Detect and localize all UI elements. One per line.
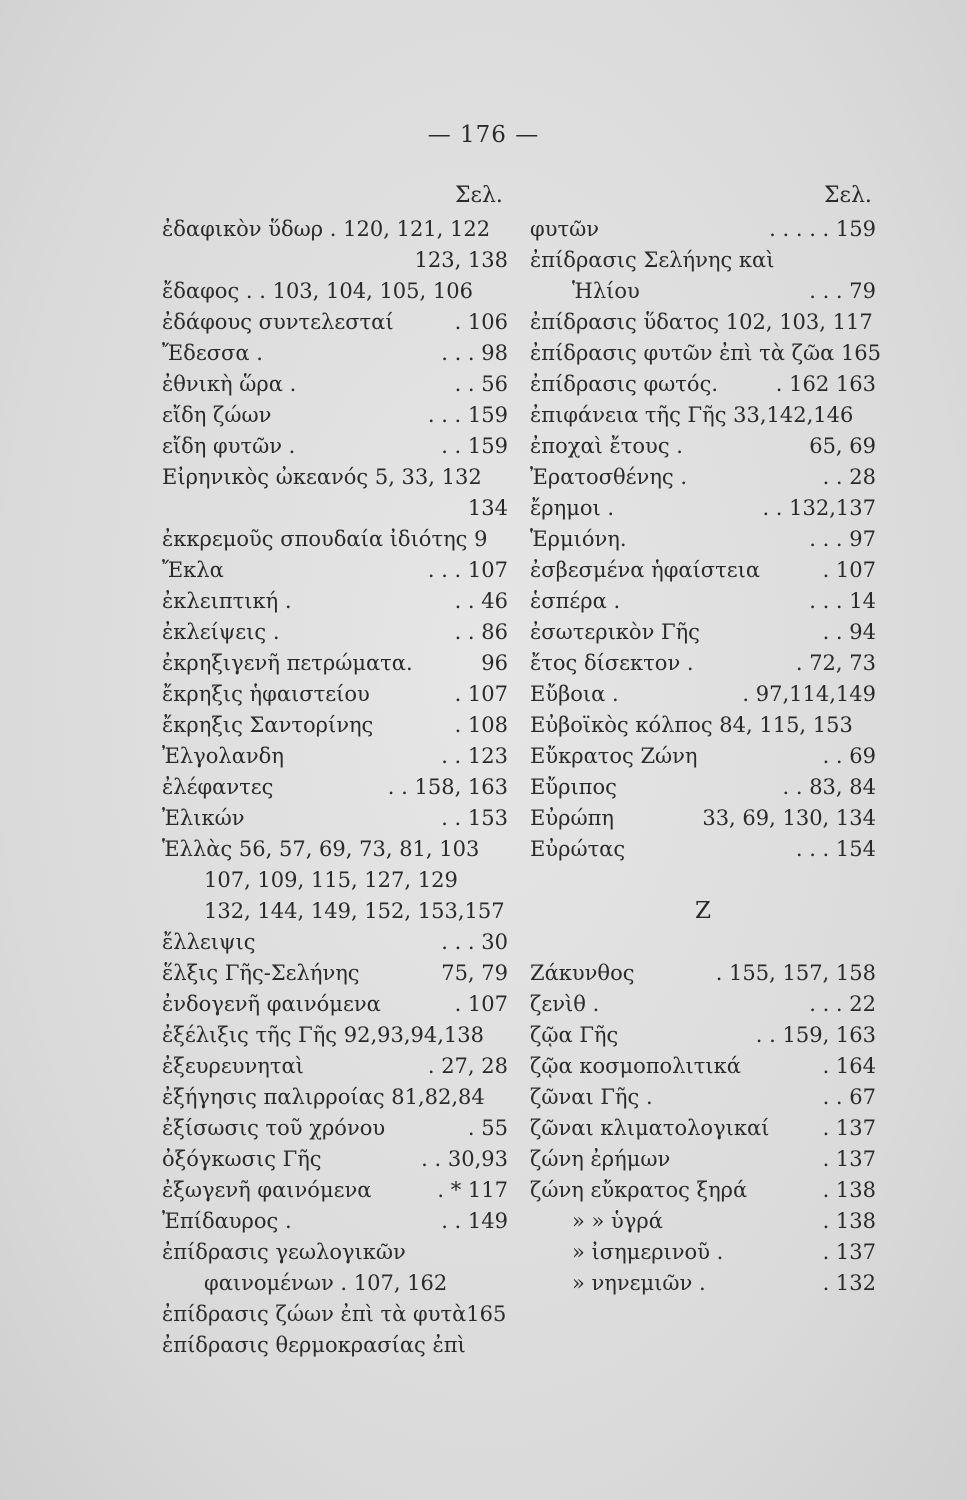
index-pages: . . 123 [441, 744, 508, 768]
index-term: ἐσβεσμένα ἡφαίστεια [530, 558, 761, 582]
index-pages: . . 83, 84 [782, 775, 876, 799]
index-entry [162, 710, 508, 741]
index-pages: 134 [467, 496, 508, 520]
index-entry [162, 586, 508, 617]
index-entry [530, 1175, 876, 1206]
index-entry [530, 648, 876, 679]
index-entry [162, 741, 508, 772]
index-entry [162, 245, 508, 276]
index-entry [162, 958, 508, 989]
index-pages: . 137 [822, 1116, 876, 1140]
index-term: Εὔβοια . [530, 682, 619, 706]
index-term: Εὐβοϊκὸς κόλπος 84, 115, 153 [530, 713, 853, 737]
index-pages: . 137 [822, 1240, 876, 1264]
left-index-column [162, 214, 508, 1361]
index-term: ἐξωγενῆ φαινόμενα [162, 1178, 372, 1202]
index-term: Ζάκυνθος [530, 961, 635, 985]
index-pages: . . . 14 [809, 589, 876, 613]
index-entry [162, 431, 508, 462]
index-entry [530, 338, 882, 369]
index-entry [530, 400, 876, 431]
index-term: Ἐλικών [162, 806, 245, 830]
index-term: ζῶναι Γῆς . [530, 1085, 653, 1109]
index-term: ἐπίδρασις θερμοκρασίας ἐπὶ [162, 1333, 466, 1357]
index-term: ἐπιφάνεια τῆς Γῆς 33,142,146 [530, 403, 854, 427]
index-entry [162, 1206, 508, 1237]
index-term: ἐλέφαντες [162, 775, 274, 799]
index-entry [162, 803, 508, 834]
index-pages: . 107 [822, 558, 876, 582]
index-pages: . . 153 [441, 806, 508, 830]
index-pages: . 27, 28 [427, 1054, 508, 1078]
index-term: Ἔδεσσα . [162, 341, 263, 365]
index-term: ἐπίδρασις γεωλογικῶν [162, 1240, 406, 1264]
index-term: ἐξέλιξις τῆς Γῆς 92,93,94,138 [162, 1023, 484, 1047]
index-pages: . . . 98 [441, 341, 508, 365]
index-pages: . 132 [822, 1271, 876, 1295]
index-pages: 33, 69, 130, 134 [702, 806, 876, 830]
index-entry [530, 369, 876, 400]
index-pages: . 164 [822, 1054, 876, 1078]
index-pages: 123, 138 [414, 248, 508, 272]
index-entry [162, 524, 508, 555]
index-pages: . 107 [454, 682, 508, 706]
index-pages: . 106 [454, 310, 508, 334]
index-term: ἐδάφους συντελεσταί [162, 310, 394, 334]
index-term: ἑσπέρα . [530, 589, 621, 613]
index-term: εἴδη ζώων [162, 403, 272, 427]
index-term: Ἐπίδαυρος . [162, 1209, 292, 1233]
index-term: » νηνεμιῶν . [572, 1271, 706, 1295]
index-term: ζῷα κοσμοπολιτικά [530, 1054, 741, 1078]
index-term: Ἑρμιόνη. [530, 527, 627, 551]
index-entry [530, 586, 876, 617]
index-term: ζώνη ἐρήμων [530, 1147, 671, 1171]
index-term: ἐκκρεμοῦς σπουδαία ἰδιότης 9 [162, 527, 488, 551]
index-pages: 65, 69 [809, 434, 876, 458]
index-entry [530, 710, 876, 741]
index-entry [162, 989, 508, 1020]
index-term: ἔτος δίσεκτον . [530, 651, 694, 675]
index-entry [162, 1299, 508, 1330]
index-term: ἐκλείψεις . [162, 620, 280, 644]
index-pages: 75, 79 [441, 961, 508, 985]
index-term: Ἑλλὰς 56, 57, 69, 73, 81, 103 [162, 837, 480, 861]
index-entry [162, 307, 508, 338]
index-pages: . . . 30 [441, 930, 508, 954]
index-term: ζῷα Γῆς [530, 1023, 619, 1047]
index-pages: . 72, 73 [795, 651, 876, 675]
index-entry [162, 214, 508, 245]
index-term: ἔλλειψις [162, 930, 256, 954]
index-pages: . . 158, 163 [387, 775, 508, 799]
index-entry [530, 989, 876, 1020]
index-pages: . . 30,93 [421, 1147, 508, 1171]
index-term: ἕλξις Γῆς-Σελήνης [162, 961, 360, 985]
index-pages: . . 56 [454, 372, 508, 396]
index-term: ἔκρηξις Σαντορίνης [162, 713, 374, 737]
index-pages: . 138 [822, 1178, 876, 1202]
index-term: ἐκρηξιγενῆ πετρώματα. [162, 651, 413, 675]
index-term: 132, 144, 149, 152, 153,157 [204, 899, 505, 923]
index-entry [162, 865, 508, 896]
index-entry [530, 1144, 876, 1175]
index-entry [530, 741, 876, 772]
column-header-left: Σελ. [455, 183, 503, 208]
index-term: ζώνη εὔκρατος ξηρά [530, 1178, 748, 1202]
index-pages: . . 46 [454, 589, 508, 613]
index-term: ἔρημοι . [530, 496, 615, 520]
index-entry [530, 1113, 876, 1144]
index-entry [530, 1237, 876, 1268]
index-pages: . 137 [822, 1147, 876, 1171]
index-entry [530, 245, 876, 276]
index-entry [162, 1144, 508, 1175]
index-term: Ἡλίου [572, 279, 640, 303]
index-pages: . . . 97 [809, 527, 876, 551]
index-pages: . . 28 [822, 465, 876, 489]
index-term: Εὔριπος [530, 775, 617, 799]
index-pages: . 55 [467, 1116, 508, 1140]
index-pages: . . . 107 [427, 558, 508, 582]
index-entry [162, 896, 508, 927]
index-pages: . . . 159 [427, 403, 508, 427]
index-pages: . 108 [454, 713, 508, 737]
index-entry [530, 307, 876, 338]
index-entry [530, 524, 876, 555]
index-term: ὀξόγκωσις Γῆς [162, 1147, 322, 1171]
index-entry [162, 1268, 508, 1299]
index-term: ἐπίδρασις Σελήνης καὶ [530, 248, 775, 272]
right-index-column [530, 214, 882, 1299]
index-term: Εἰρηνικὸς ὠκεανός 5, 33, 132 [162, 465, 482, 489]
index-term: ζῶναι κλιματολογικαί [530, 1116, 770, 1140]
index-entry [530, 276, 876, 307]
index-pages: . . . . . 159 [769, 217, 876, 241]
index-pages: . . 149 [441, 1209, 508, 1233]
index-entry [162, 1020, 508, 1051]
index-entry [162, 462, 508, 493]
index-entry [530, 679, 876, 710]
index-entry [162, 834, 508, 865]
index-entry [530, 431, 876, 462]
index-entry [162, 369, 508, 400]
page-number: — 176 — [427, 122, 540, 148]
index-pages: . . 94 [822, 620, 876, 644]
column-header-right: Σελ. [824, 183, 872, 208]
index-entry [162, 493, 508, 524]
index-term: ζενὶθ . [530, 992, 600, 1016]
index-entry [530, 834, 876, 865]
index-pages: . * 117 [437, 1178, 508, 1202]
index-term: φαινομένων . 107, 162 [204, 1271, 448, 1295]
index-pages: . . 67 [822, 1085, 876, 1109]
index-term: Εὔκρατος Ζώνη [530, 744, 698, 768]
index-term: ἐποχαὶ ἔτους . [530, 434, 683, 458]
index-pages: 96 [481, 651, 508, 675]
index-entry [530, 1268, 876, 1299]
index-entry [162, 276, 508, 307]
index-entry [530, 1206, 876, 1237]
index-entry [530, 555, 876, 586]
index-entry [162, 1330, 508, 1361]
index-term: ἐπίδρασις φυτῶν ἐπὶ τὰ ζῶα 165 [530, 341, 882, 365]
index-pages: . . . 79 [809, 279, 876, 303]
index-term: Εὐρώτας [530, 837, 626, 861]
index-term: ἐξευρευνηταὶ [162, 1054, 304, 1078]
index-entry [530, 1051, 876, 1082]
index-entry [530, 462, 876, 493]
index-pages: . . 159 [441, 434, 508, 458]
index-entry [162, 555, 508, 586]
index-pages: . . . 22 [809, 992, 876, 1016]
index-term: ἐπίδρασις φωτός. [530, 372, 719, 396]
index-pages: . . 132,137 [762, 496, 876, 520]
index-term: ἐπίδρασις ζώων ἐπὶ τὰ φυτὰ165 [162, 1302, 507, 1326]
index-term: ἐξίσωσις τοῦ χρόνου [162, 1116, 386, 1140]
index-entry [162, 679, 508, 710]
index-entry [530, 1020, 876, 1051]
index-entry [162, 338, 508, 369]
index-entry [162, 1237, 508, 1268]
index-term: ἐξήγησις παλιρροίας 81,82,84 [162, 1085, 485, 1109]
index-term: Ἐρατοσθένης . [530, 465, 688, 489]
index-entry [530, 772, 876, 803]
index-entry [162, 1082, 508, 1113]
index-entry [530, 617, 876, 648]
index-term: ἐπίδρασις ὕδατος 102, 103, 117 [530, 310, 873, 334]
index-entry [530, 493, 876, 524]
index-entry [162, 1175, 508, 1206]
index-pages: . 162 163 [775, 372, 876, 396]
index-term: ἔκρηξις ἡφαιστείου [162, 682, 370, 706]
index-entry [162, 927, 508, 958]
index-term: Εὐρώπη [530, 806, 614, 830]
index-term: εἴδη φυτῶν . [162, 434, 296, 458]
index-entry [162, 648, 508, 679]
index-term: Ἐλγολανδη [162, 744, 284, 768]
index-entry [530, 1082, 876, 1113]
index-entry [530, 958, 876, 989]
index-term: 107, 109, 115, 127, 129 [204, 868, 458, 892]
index-entry [162, 1113, 508, 1144]
index-pages: . . 69 [822, 744, 876, 768]
index-pages: . 97,114,149 [742, 682, 876, 706]
index-entry [530, 803, 876, 834]
index-pages: . . 86 [454, 620, 508, 644]
index-pages: . . 159, 163 [755, 1023, 876, 1047]
index-entry [162, 1051, 508, 1082]
index-term: ἐνδογενῆ φαινόμενα [162, 992, 381, 1016]
section-letter: Ζ [695, 898, 711, 924]
index-term: Ἔκλα [162, 558, 224, 582]
index-pages: . 107 [454, 992, 508, 1016]
index-term: ἐκλειπτική . [162, 589, 292, 613]
index-pages: . 138 [822, 1209, 876, 1233]
index-entry [530, 214, 876, 245]
index-entry [162, 400, 508, 431]
index-term: ἐσωτερικὸν Γῆς [530, 620, 700, 644]
index-term: φυτῶν [530, 217, 599, 241]
index-entry [162, 617, 508, 648]
index-pages: . . . 154 [795, 837, 876, 861]
index-term: ἐθνικὴ ὥρα . [162, 372, 297, 396]
index-entry [162, 772, 508, 803]
index-term: » ἰσημερινοῦ . [572, 1240, 724, 1264]
section-heading-z [530, 865, 876, 958]
index-term: ἐδαφικὸν ὕδωρ . 120, 121, 122 [162, 217, 491, 241]
index-term: ἔδαφος . . 103, 104, 105, 106 [162, 279, 473, 303]
index-term: » » ὑγρά [572, 1209, 663, 1233]
index-pages: . 155, 157, 158 [715, 961, 876, 985]
